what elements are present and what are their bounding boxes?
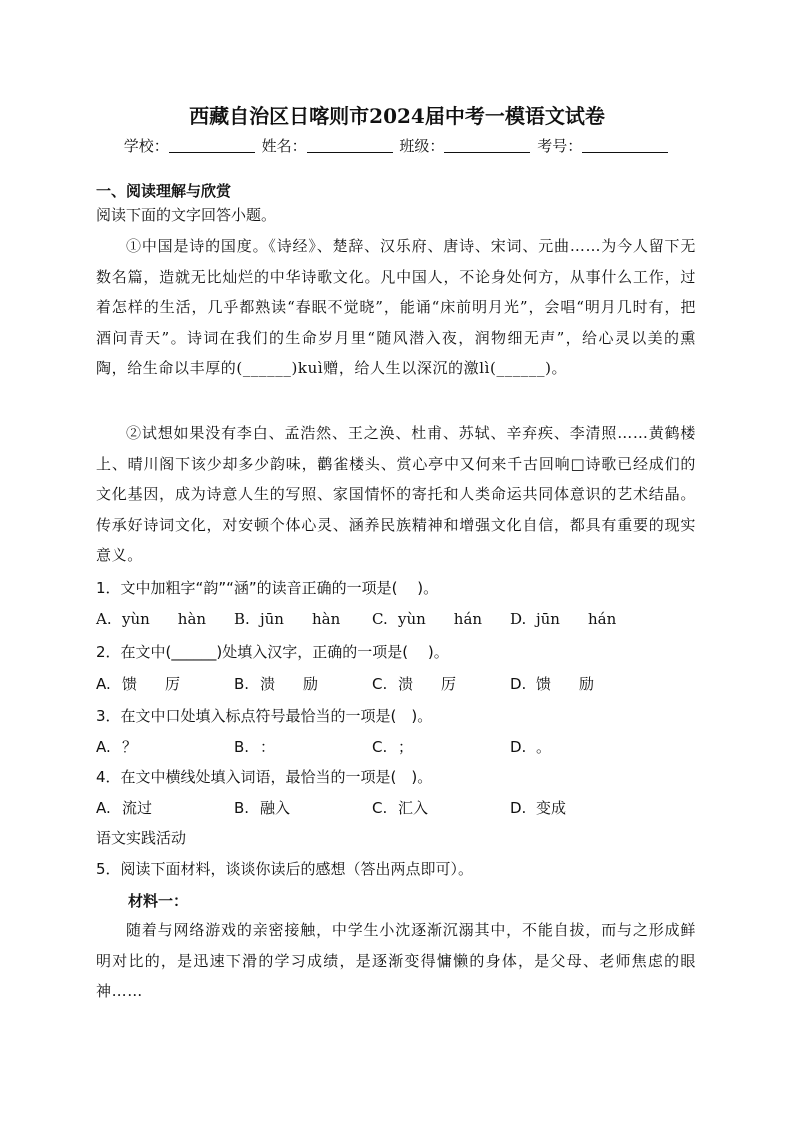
option-value: 馈	[122, 675, 138, 693]
option-label: B.	[234, 738, 250, 756]
question-5-text: 5．阅读下面材料，谈谈你读后的感想（答出两点即可）。	[96, 860, 474, 878]
option-value: hàn	[177, 610, 207, 628]
practice-heading: 语文实践活动	[96, 829, 187, 847]
option-label: A.	[96, 738, 111, 756]
q1-option-b[interactable]	[234, 610, 340, 628]
option-value: 溃	[260, 675, 276, 693]
option-value: ；	[398, 738, 414, 756]
q4-option-b[interactable]	[234, 797, 290, 818]
option-label: D.	[510, 610, 527, 628]
q4-option-a[interactable]	[96, 797, 152, 818]
option-label: A.	[96, 799, 111, 817]
option-value: 励	[303, 675, 319, 693]
option-value: ？	[122, 738, 138, 756]
material-text: 随着与网络游戏的亲密接触，中学生小沈逐渐沉溺其中，不能自拔，而与之形成鲜明对比的，是迅速下滑的学习成绩，是逐渐变得慵懒的身体，是父母、老师焦虑的眼神……	[96, 921, 696, 1000]
option-label: D.	[510, 799, 527, 817]
q1-option-c[interactable]	[372, 610, 482, 628]
q4-option-c[interactable]	[372, 797, 428, 818]
option-label: A.	[96, 610, 112, 628]
option-label: B.	[234, 610, 250, 628]
option-label: C.	[372, 675, 388, 693]
name-blank[interactable]	[307, 138, 393, 153]
option-value: 厉	[165, 675, 181, 693]
option-value: 馈	[536, 675, 552, 693]
option-value: 溃	[398, 675, 414, 693]
option-value: 流过	[122, 799, 153, 817]
option-value: hán	[587, 610, 617, 628]
school-blank[interactable]	[169, 138, 255, 153]
question-2-text: 2．在文中(______)处填入汉字，正确的一项是( )。	[96, 643, 449, 661]
option-value: 融入	[260, 799, 291, 817]
q2-option-c[interactable]	[372, 673, 456, 694]
q2-option-a[interactable]	[96, 673, 180, 694]
passage-paragraph-2: ②试想如果没有李白、孟浩然、王之涣、杜甫、苏轼、辛弃疾、李清照……黄鹤楼上、晴川阁下该少却多少韵味，鹳雀楼头、赏心亭中又何来千古回响□诗歌已经成们的文化基因，成为诗意人生的写照、家国情怀的寄托和人类命运共同体意识的艺术结晶。传承好诗词文化，对安顿个体心灵、涵养民族精神和增强文化自信，都具有重要的现实意义。	[96, 424, 696, 564]
option-label: D.	[510, 738, 527, 756]
option-value: 变成	[536, 799, 567, 817]
option-label: C.	[372, 799, 388, 817]
option-value: 励	[579, 675, 595, 693]
option-value: 厉	[441, 675, 457, 693]
page-title: 西藏自治区日喀则市2024届中考一模语文试卷	[189, 104, 605, 128]
option-label: A.	[96, 675, 111, 693]
option-value: hàn	[311, 610, 341, 628]
q2-option-d[interactable]	[510, 673, 594, 694]
question-3-text: 3．在文中口处填入标点符号最恰当的一项是( )。	[96, 707, 433, 725]
class-blank[interactable]	[444, 138, 530, 153]
option-value: jūn	[536, 610, 560, 628]
option-value: yùn	[398, 610, 426, 628]
option-value: 汇入	[398, 799, 429, 817]
q1-option-a[interactable]	[96, 610, 206, 628]
option-label: C.	[372, 738, 388, 756]
option-value: yùn	[122, 610, 150, 628]
option-label: B.	[234, 675, 250, 693]
option-value: jūn	[260, 610, 284, 628]
option-label: C.	[372, 610, 388, 628]
option-value: 。	[536, 738, 552, 756]
number-label: 考号：	[537, 137, 583, 155]
instruction-text: 阅读下面的文字回答小题。	[96, 206, 277, 224]
class-label: 班级：	[399, 137, 445, 155]
option-value: hán	[453, 610, 483, 628]
option-label: B.	[234, 799, 250, 817]
number-blank[interactable]	[582, 138, 668, 153]
q2-option-b[interactable]	[234, 673, 318, 694]
question-4-text: 4．在文中横线处填入词语，最恰当的一项是( )。	[96, 768, 433, 786]
passage-paragraph-1: ①中国是诗的国度。《诗经》、楚辞、汉乐府、唐诗、宋词、元曲……为今人留下无数名篇，造就无比灿烂的中华诗歌文化。凡中国人，不论身处何方，从事什么工作，过着怎样的生活，几乎都熟读“春眠不觉晓”，能诵“床前明月光”，会唱“明月几时有，把酒问青天”。诗词在我们的生命岁月里“随风潜入夜，润物细无声”，给心灵以美的熏陶，给生命以丰厚的(______)kuì赠，给人生以深沉的激lì(______)。	[96, 237, 696, 377]
q3-option-d[interactable]	[510, 736, 551, 757]
question-1-text: 1．文中加粗字“韵”“涵”的读音正确的一项是( )。	[96, 579, 439, 597]
option-value: ：	[260, 738, 276, 756]
q3-option-a[interactable]	[96, 736, 137, 757]
section-heading: 一、阅读理解与欣赏	[96, 182, 232, 200]
student-info-row	[0, 135, 794, 156]
name-label: 姓名：	[261, 137, 307, 155]
q4-option-d[interactable]	[510, 797, 566, 818]
material-label: 材料一：	[128, 892, 189, 910]
q3-option-b[interactable]	[234, 736, 275, 757]
option-label: D.	[510, 675, 527, 693]
q1-option-d[interactable]	[510, 610, 616, 628]
school-label: 学校：	[123, 137, 169, 155]
q3-option-c[interactable]	[372, 736, 413, 757]
